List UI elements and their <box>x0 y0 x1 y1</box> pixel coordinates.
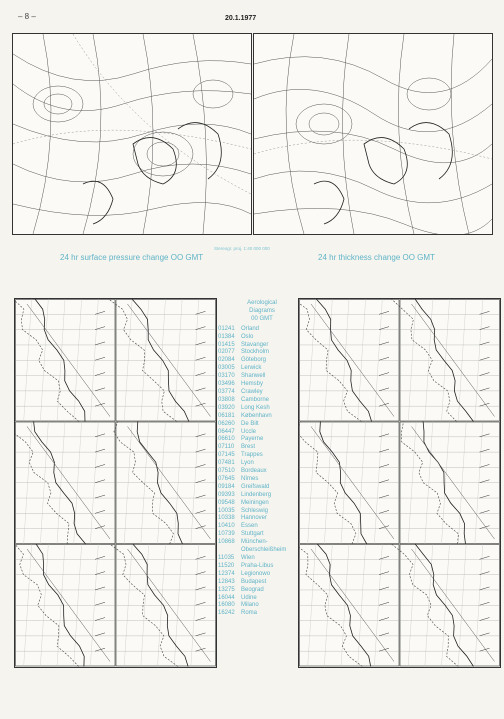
station-number: 03005 <box>218 365 235 372</box>
surface-pressure-change-map <box>12 33 252 235</box>
aerological-diagrams-right <box>298 298 501 668</box>
station-row <box>218 397 310 405</box>
station-row <box>218 555 310 563</box>
station-name: Stavanger <box>241 341 269 348</box>
station-name: Oberschleißheim <box>241 547 287 554</box>
station-row <box>218 571 310 579</box>
sounding-panel <box>299 544 399 667</box>
station-row <box>218 452 310 460</box>
station-name: Uccle <box>241 428 257 435</box>
station-name: Wien <box>241 555 255 561</box>
station-name: Legionowo <box>241 570 271 577</box>
sounding-panel <box>15 299 115 422</box>
sounding-panel <box>110 544 216 667</box>
legend-title-line2: Diagrams <box>249 307 275 314</box>
station-row <box>218 460 310 468</box>
station-row <box>218 349 310 357</box>
station-row <box>218 531 310 539</box>
station-row <box>218 429 310 437</box>
station-name: Hemsby <box>241 381 264 388</box>
station-number: 06610 <box>218 436 235 443</box>
station-name: München- <box>241 539 268 546</box>
station-number: 07110 <box>218 444 235 451</box>
station-name: Hannover <box>241 515 268 522</box>
station-number: 09393 <box>218 491 235 498</box>
station-row <box>218 444 310 452</box>
map-scale-note: Stereogr. proj. 1:40 000 000 <box>214 246 270 251</box>
station-name: Milano <box>241 602 259 609</box>
station-row <box>218 602 310 610</box>
station-row <box>218 563 310 571</box>
surface-pressure-caption: 24 hr surface pressure change OO GMT <box>60 253 204 262</box>
sounding-panel <box>392 544 500 667</box>
station-row <box>218 334 310 342</box>
station-row <box>218 405 310 413</box>
station-name: Payerne <box>241 436 264 443</box>
station-number: 10410 <box>218 523 235 530</box>
station-name: Beograd <box>241 586 264 593</box>
station-name: Crawley <box>241 388 263 395</box>
station-row <box>218 508 310 516</box>
station-row <box>218 610 310 618</box>
station-number: 12843 <box>218 578 235 585</box>
station-number: 10338 <box>218 515 235 522</box>
station-row <box>218 547 310 555</box>
sounding-panel <box>299 299 399 422</box>
station-name: Oslo <box>241 333 254 340</box>
station-number: 03774 <box>218 388 235 395</box>
station-number: 06447 <box>218 428 235 435</box>
station-row <box>218 476 310 484</box>
station-name: Budapest <box>241 578 267 585</box>
station-row <box>218 579 310 587</box>
station-number: 07145 <box>218 452 235 459</box>
station-row <box>218 492 310 500</box>
station-number: 11035 <box>218 555 235 561</box>
station-number: 01384 <box>218 333 235 340</box>
station-name: Lindenberg <box>241 491 272 498</box>
sounding-panel <box>392 299 500 422</box>
station-row <box>218 539 310 547</box>
station-legend <box>218 300 310 618</box>
station-name: Brest <box>241 444 256 451</box>
station-number: 06260 <box>218 420 235 427</box>
station-name: København <box>241 412 272 419</box>
station-number: 03496 <box>218 381 235 388</box>
sounding-panel <box>15 422 115 545</box>
station-number: 10035 <box>218 507 235 514</box>
station-name: Praha-Libus <box>241 562 274 569</box>
station-row <box>218 468 310 476</box>
station-number: 01241 <box>218 325 235 332</box>
station-number: 01415 <box>218 341 235 348</box>
station-name: Long Kesh <box>241 404 270 411</box>
station-number: 02084 <box>218 357 235 364</box>
page-date: 20.1.1977 <box>225 15 257 22</box>
station-name: Lyon <box>241 460 254 467</box>
station-number <box>218 547 241 555</box>
legend-title-line1: Aerological <box>247 300 277 306</box>
station-name: Essen <box>241 523 258 530</box>
station-name: Stuttgart <box>241 531 264 538</box>
sounding-panel <box>114 422 216 545</box>
station-row <box>218 421 310 429</box>
station-name: Trappes <box>241 452 263 459</box>
station-name: Nîmes <box>241 475 259 482</box>
station-name: Schleswig <box>241 507 269 514</box>
station-row <box>218 515 310 523</box>
station-row <box>218 373 310 381</box>
station-row <box>218 595 310 603</box>
station-name: Udine <box>241 594 257 601</box>
station-number: 02077 <box>218 349 235 356</box>
station-number: 09184 <box>218 483 235 490</box>
station-number: 13275 <box>218 586 235 593</box>
station-row <box>218 326 310 334</box>
station-number: 09548 <box>218 499 235 506</box>
page-number: – 8 – <box>18 12 36 21</box>
station-number: 10868 <box>218 539 235 546</box>
sounding-panel <box>299 422 399 545</box>
station-number: 07481 <box>218 460 235 467</box>
thickness-caption: 24 hr thickness change OO GMT <box>318 253 435 262</box>
station-name: Orland <box>241 325 260 332</box>
sounding-panel <box>400 422 500 545</box>
station-name: Roma <box>241 610 258 617</box>
station-number: 16242 <box>218 610 235 617</box>
station-number: 16080 <box>218 602 235 609</box>
station-number: 03170 <box>218 373 235 380</box>
sounding-panel <box>109 299 216 422</box>
station-number: 07510 <box>218 468 235 475</box>
station-list <box>218 326 310 619</box>
station-number: 07645 <box>218 475 235 482</box>
station-number: 12374 <box>218 570 235 577</box>
station-number: 03920 <box>218 404 235 411</box>
station-name: Shanwell <box>241 373 266 380</box>
station-row <box>218 484 310 492</box>
station-row <box>218 365 310 373</box>
station-number: 16044 <box>218 594 235 601</box>
station-row <box>218 523 310 531</box>
legend-title-line3: 00 GMT <box>251 315 273 322</box>
station-name: Göteborg <box>241 357 267 364</box>
station-number: 10739 <box>218 531 235 538</box>
station-name: Lerwick <box>241 365 262 372</box>
station-name: Stockholm <box>241 349 270 356</box>
station-number: 06181 <box>218 412 235 419</box>
station-row <box>218 381 310 389</box>
sounding-panel <box>15 544 115 667</box>
aerological-diagrams-left <box>14 298 217 668</box>
station-row <box>218 587 310 595</box>
station-name: De Bilt <box>241 420 259 427</box>
station-row <box>218 357 310 365</box>
station-row <box>218 413 310 421</box>
station-number: 03808 <box>218 396 235 403</box>
station-row <box>218 500 310 508</box>
station-name: Meiningen <box>241 499 269 506</box>
station-name: Bordeaux <box>241 468 267 475</box>
station-row <box>218 342 310 350</box>
thickness-change-map <box>253 33 493 235</box>
station-name: Camborne <box>241 396 270 403</box>
station-name: Greifswald <box>241 483 270 490</box>
station-number: 11520 <box>218 562 235 569</box>
station-row <box>218 389 310 397</box>
station-row <box>218 436 310 444</box>
